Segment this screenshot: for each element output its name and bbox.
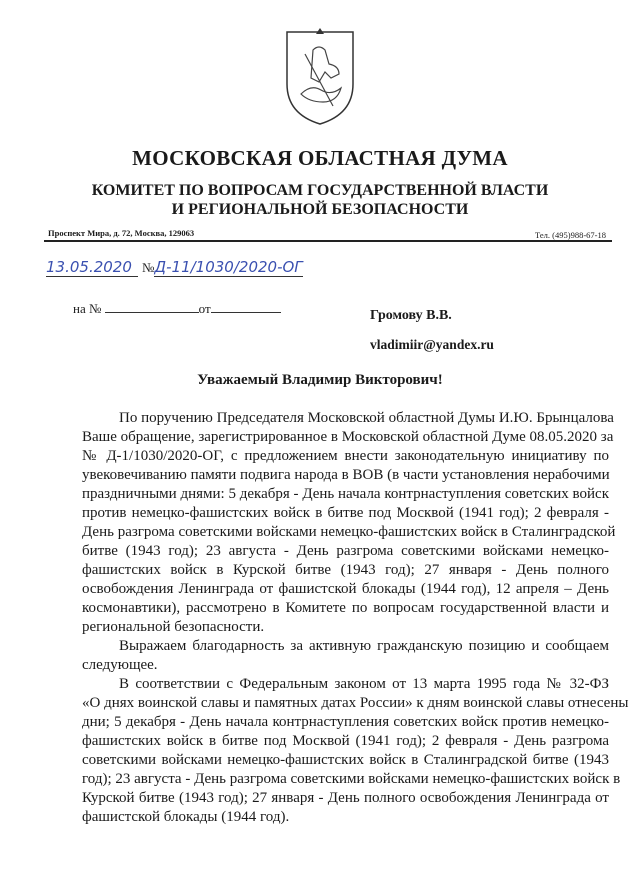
ot-label: от bbox=[198, 301, 211, 316]
text-line: Выражаем благодарность за активную гражданскую позицию и сообщаем bbox=[119, 638, 609, 654]
address: Проспект Мира, д. 72, Москва, 129063 bbox=[48, 228, 195, 238]
number-label: № bbox=[142, 260, 155, 275]
incoming-reference bbox=[73, 300, 281, 317]
recipient-name: Громову В.В. bbox=[370, 308, 452, 323]
phone: Тел. (495)988-67-18 bbox=[535, 230, 606, 240]
text-line: увековечиванию памяти подвига народа в ВОВ (в части установления нерабочими bbox=[82, 467, 610, 483]
organization-title: МОСКОВСКАЯ ОБЛАСТНАЯ ДУМА bbox=[132, 146, 508, 170]
text-line: фашистских войск в битве под Москвой (1941 год); 2 февраля - День разгрома bbox=[82, 733, 609, 749]
text-line: фашистских войск в Курской битве (1943 год); 27 января - День полного bbox=[82, 562, 609, 578]
recipient-email: vladimiir@yandex.ru bbox=[370, 337, 494, 352]
na-label: на № bbox=[73, 301, 102, 316]
text-line: По поручению Председателя Московской областной Думы И.Ю. Брынцалова bbox=[119, 410, 614, 426]
committee-line: КОМИТЕТ ПО ВОПРОСАМ ГОСУДАРСТВЕННОЙ ВЛАСТИ bbox=[91, 182, 549, 199]
paragraph bbox=[82, 409, 616, 637]
text-line: День разгрома советскими войсками немецко-фашистских войск в Сталинградской bbox=[82, 524, 616, 540]
paragraph bbox=[82, 637, 609, 675]
paragraph bbox=[82, 675, 629, 827]
coat-of-arms-icon bbox=[283, 24, 357, 128]
incoming-number-blank bbox=[105, 300, 199, 313]
text-line: «О днях воинской славы и памятных датах России» к дням воинской славы отнесены bbox=[82, 695, 629, 711]
text-line: Ваше обращение, зарегистрированное в Московской областной Думе 08.05.2020 за bbox=[82, 429, 614, 445]
text-line: В соответствии с Федеральным законом от 13 марта 1995 года № 32-ФЗ bbox=[119, 676, 609, 692]
outgoing-reference bbox=[46, 258, 303, 277]
text-line: освобождения Ленинграда от фашистской блокады (1944 год), 12 апреля – День bbox=[82, 581, 609, 597]
text-line: битве (1943 год); 23 августа - День разгрома советскими войсками немецко- bbox=[82, 543, 609, 559]
text-line: следующее. bbox=[82, 657, 158, 673]
text-line: против немецко-фашистских войск в битве под Москвой (1941 год); 2 февраля - bbox=[82, 505, 609, 521]
text-line: Курской битве (1943 год); 27 января - День полного освобождения Ленинграда от bbox=[82, 790, 609, 806]
text-line: год); 23 августа - День разгрома советскими войсками немецко-фашистских войск в bbox=[82, 771, 621, 787]
letter-date: 13.05.2020 bbox=[46, 258, 138, 277]
text-line: № Д-1/1030/2020-ОГ, с предложением внести законодательную инициативу по bbox=[82, 448, 609, 464]
letter-body bbox=[82, 409, 629, 827]
text-line: фашистской блокады (1944 год). bbox=[82, 809, 290, 825]
text-line: дни; 5 декабря - День начала контрнаступления советских войск против немецко- bbox=[82, 714, 609, 730]
header-divider bbox=[44, 240, 612, 242]
text-line: космонавтики), рассмотрено в Комитете по вопросам государственной власти и bbox=[82, 600, 609, 616]
letter-number: Д-11/1030/2020-ОГ bbox=[154, 258, 303, 276]
text-line: советскими войсками немецко-фашистских войск в Сталинградской битве (1943 bbox=[82, 752, 609, 768]
incoming-date-blank bbox=[211, 300, 281, 313]
committee-line: И РЕГИОНАЛЬНОЙ БЕЗОПАСНОСТИ bbox=[171, 201, 469, 218]
greeting: Уважаемый Владимир Викторович! bbox=[197, 372, 443, 388]
text-line: региональной безопасности. bbox=[82, 619, 265, 635]
text-line: праздничными днями: 5 декабря - День начала контрнаступления советских войск bbox=[82, 486, 609, 502]
